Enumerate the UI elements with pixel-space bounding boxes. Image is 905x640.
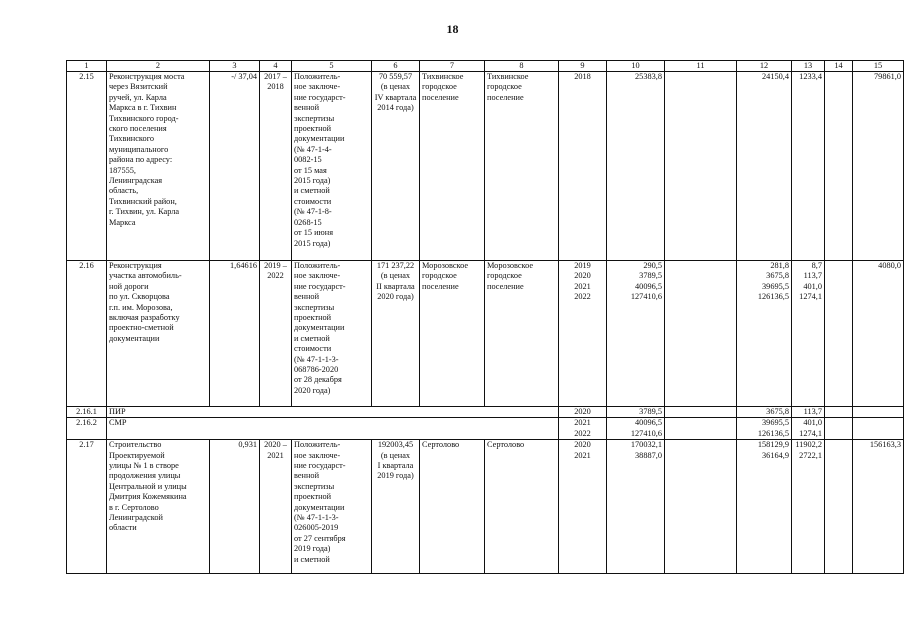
column-header: 13: [792, 61, 825, 72]
expertise-conclusion: Положитель- ное заключе- ние государст- венной экспертизы проектной документации (№ 47-1-4- 0082-15 от 15 мая 2015 года) и сметной стоимости (№ 47-1-8- 0268-15 от 15 июня 2015 года): [292, 72, 372, 261]
other-amount: [825, 261, 853, 407]
regional-amount: 158129,9 36164,9: [737, 440, 792, 574]
total-amount: 290,5 3789,5 40096,5 127410,6: [607, 261, 665, 407]
regional-amount: 281,8 3675,8 39695,5 126136,5: [737, 261, 792, 407]
cost-value: 156163,3: [853, 440, 904, 574]
investment-table: [66, 60, 904, 574]
column-header: 4: [260, 61, 292, 72]
table-row-2-16-1: [67, 407, 904, 418]
customer: Сертолово: [420, 440, 485, 574]
page-number: 18: [446, 22, 459, 36]
empty-cell: [853, 407, 904, 418]
developer: Сертолово: [485, 440, 559, 574]
federal-amount: [665, 72, 737, 261]
row-number: 2.16.1: [67, 407, 107, 418]
local-amount: 401,0 1274,1: [792, 418, 825, 440]
other-amount: [825, 440, 853, 574]
total-amount: 3789,5: [607, 407, 665, 418]
total-amount: 25383,8: [607, 72, 665, 261]
regional-amount: 24150,4: [737, 72, 792, 261]
table-row-2-16-2: [67, 418, 904, 440]
cost-value: 4080,0: [853, 261, 904, 407]
financing-year: 2020 2021: [559, 440, 607, 574]
column-header: 14: [825, 61, 853, 72]
estimated-cost: 171 237,22 (в ценах II квартала 2020 года): [372, 261, 420, 407]
construction-years: 2019 – 2022: [260, 261, 292, 407]
column-header: 11: [665, 61, 737, 72]
table-row-2-15: [67, 72, 904, 261]
total-amount: 170032,1 38887,0: [607, 440, 665, 574]
federal-amount: [665, 440, 737, 574]
customer: Морозовское городское поселение: [420, 261, 485, 407]
local-amount: 113,7: [792, 407, 825, 418]
object-name: Строительство Проектируемой улицы № 1 в створе продолжения улицы Центральной и улицы Дмитрия Кожемякина в г. Сертолово Ленинградской области: [107, 440, 210, 574]
row-number: 2.17: [67, 440, 107, 574]
empty-cell: [665, 418, 737, 440]
column-header: 5: [292, 61, 372, 72]
other-amount: [825, 72, 853, 261]
developer: Морозовское городское поселение: [485, 261, 559, 407]
construction-years: 2017 – 2018: [260, 72, 292, 261]
cost-value: 79861,0: [853, 72, 904, 261]
column-header: 15: [853, 61, 904, 72]
regional-amount: 39695,5 126136,5: [737, 418, 792, 440]
capacity-value: 1,64616: [210, 261, 260, 407]
expertise-conclusion: Положитель- ное заключе- ние государст- венной экспертизы проектной документации (№ 47-1-1-3- 026005-2019 от 27 сентября 2019 года) и сметной: [292, 440, 372, 574]
column-header: 7: [420, 61, 485, 72]
column-header: 9: [559, 61, 607, 72]
column-header: 12: [737, 61, 792, 72]
object-name: Реконструкция моста через Вязитский ручей, ул. Карла Маркса в г. Тихвин Тихвинского город- ского поселения Тихвинского муниципального района по адресу: 187555, Ленинградская область, Тихвинский район, г. Тихвин, ул. Карла Маркса: [107, 72, 210, 261]
empty-cell: [825, 407, 853, 418]
developer: Тихвинское городское поселение: [485, 72, 559, 261]
local-amount: 8,7 113,7 401,0 1274,1: [792, 261, 825, 407]
empty-cell: [853, 418, 904, 440]
object-name: Реконструкция участка автомобиль- ной дороги по ул. Скворцова г.п. им. Морозова, включая разработку проектно-сметной документации: [107, 261, 210, 407]
column-header: 1: [67, 61, 107, 72]
regional-amount: 3675,8: [737, 407, 792, 418]
local-amount: 1233,4: [792, 72, 825, 261]
customer: Тихвинское городское поселение: [420, 72, 485, 261]
capacity-value: -/ 37,04: [210, 72, 260, 261]
row-number: 2.16.2: [67, 418, 107, 440]
total-amount: 40096,5 127410,6: [607, 418, 665, 440]
estimated-cost: 70 559,57 (в ценах IV квартала 2014 года): [372, 72, 420, 261]
column-header: 8: [485, 61, 559, 72]
row-number: 2.16: [67, 261, 107, 407]
estimated-cost: 192003,45 (в ценах I квартала 2019 года): [372, 440, 420, 574]
local-amount: 11902,2 2722,1: [792, 440, 825, 574]
column-header: 10: [607, 61, 665, 72]
column-header: 6: [372, 61, 420, 72]
capacity-value: 0,931: [210, 440, 260, 574]
financing-year: 2021 2022: [559, 418, 607, 440]
financing-year: 2020: [559, 407, 607, 418]
expertise-conclusion: Положитель- ное заключе- ние государст- венной экспертизы проектной документации и сметной стоимости (№ 47-1-1-3- 068786-2020 от 28 декабря 2020 года): [292, 261, 372, 407]
federal-amount: [665, 261, 737, 407]
financing-year: 2019 2020 2021 2022: [559, 261, 607, 407]
table-row-2-17: [67, 440, 904, 574]
stage-label: СМР: [107, 418, 559, 440]
construction-years: 2020 – 2021: [260, 440, 292, 574]
column-header: 2: [107, 61, 210, 72]
row-number: 2.15: [67, 72, 107, 261]
column-header: 3: [210, 61, 260, 72]
empty-cell: [825, 418, 853, 440]
financing-year: 2018: [559, 72, 607, 261]
column-number-header-row: [67, 61, 904, 72]
table-row-2-16: [67, 261, 904, 407]
empty-cell: [665, 407, 737, 418]
stage-label: ПИР: [107, 407, 559, 418]
